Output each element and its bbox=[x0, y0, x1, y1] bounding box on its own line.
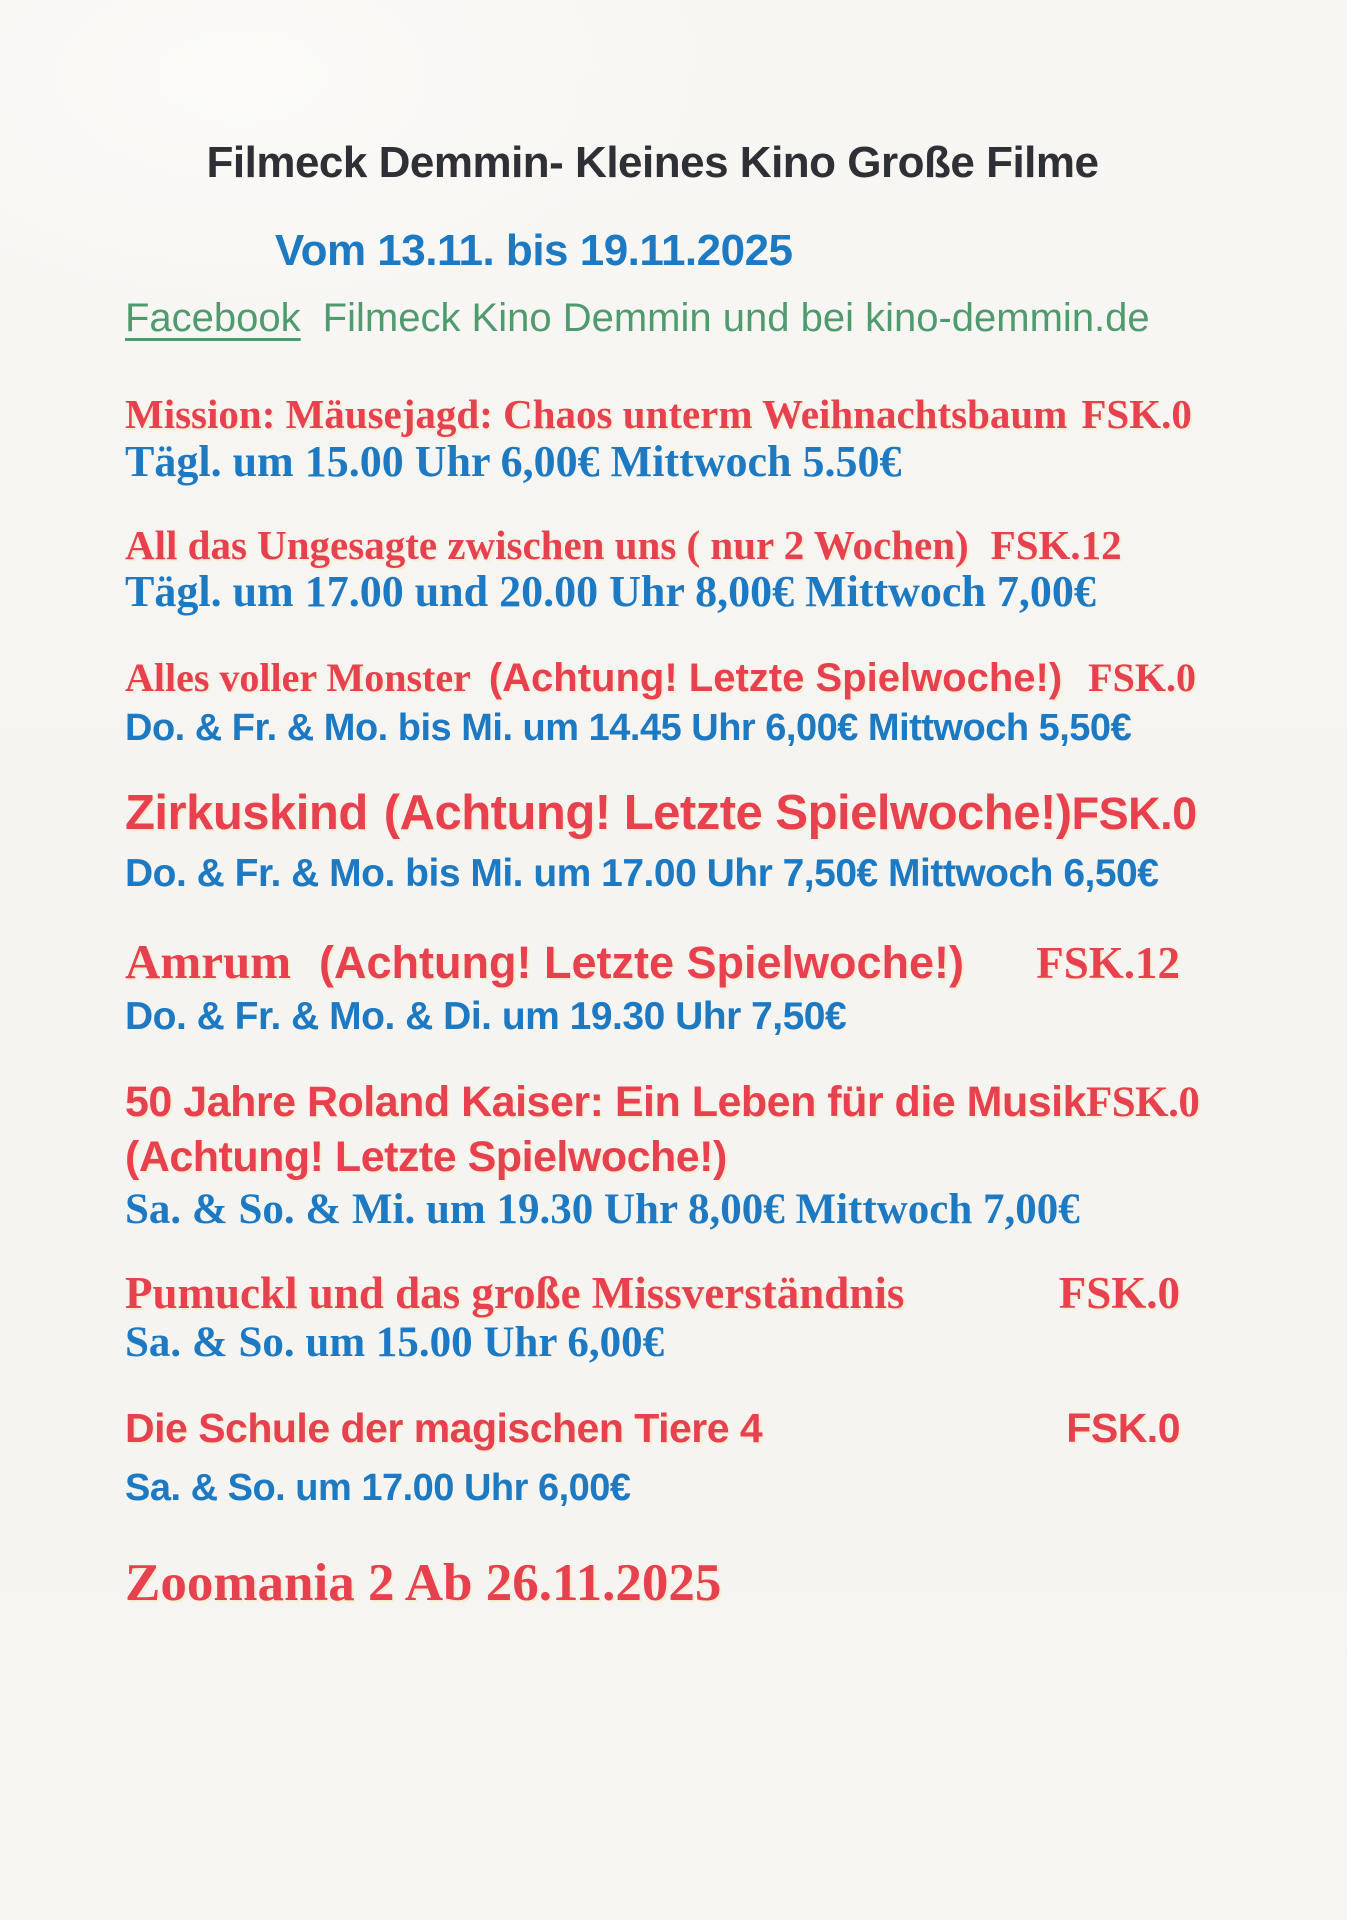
movie-times: Do. & Fr. & Mo. bis Mi. um 14.45 Uhr 6,00€ Mittwoch 5,50€ bbox=[125, 707, 1132, 749]
movie-row-title bbox=[125, 1270, 1180, 1317]
movie-fsk: FSK.0 bbox=[1071, 788, 1197, 839]
coming-soon-title: Zoomania 2 Ab 26.11.2025 bbox=[125, 1554, 722, 1612]
date-range: Vom 13.11. bis 19.11.2025 bbox=[275, 226, 793, 275]
movie-title: Die Schule der magischen Tiere 4 bbox=[125, 1405, 763, 1451]
movie-fsk: FSK.0 bbox=[1081, 391, 1192, 437]
movie-fsk: FSK.0 bbox=[1088, 655, 1196, 700]
page-title: Filmeck Demmin- Kleines Kino Große Filme bbox=[206, 138, 1099, 187]
facebook-text: Filmeck Kino Demmin und bei kino-demmin.de bbox=[322, 296, 1150, 340]
movie-note: (Achtung! Letzte Spielwoche!) bbox=[383, 786, 1072, 840]
facebook-line bbox=[125, 298, 1180, 340]
movie-fsk: FSK.0 bbox=[1086, 1079, 1200, 1126]
movie-times: Do. & Fr. & Mo. bis Mi. um 17.00 Uhr 7,50€ Mittwoch 6,50€ bbox=[125, 852, 1159, 895]
movie-note: (Achtung! Letzte Spielwoche!) bbox=[488, 656, 1063, 700]
movie-fsk: FSK.0 bbox=[1058, 1268, 1180, 1318]
facebook-link: Facebook bbox=[125, 296, 301, 340]
movie-row-title bbox=[125, 391, 1192, 437]
movie-fsk: FSK.12 bbox=[990, 522, 1122, 568]
movie-times: Sa. & So. um 15.00 Uhr 6,00€ bbox=[125, 1319, 665, 1366]
movie-times: Sa. & So. & Mi. um 19.30 Uhr 8,00€ Mittwoch 7,00€ bbox=[125, 1186, 1080, 1233]
movie-fsk: FSK.0 bbox=[1066, 1405, 1180, 1451]
movie-row-title bbox=[125, 934, 1180, 989]
movie-note: (Achtung! Letzte Spielwoche!) bbox=[125, 1133, 727, 1181]
movie-row-title bbox=[125, 1078, 1200, 1126]
movie-row-title bbox=[125, 1407, 1180, 1450]
movie-times: Do. & Fr. & Mo. & Di. um 19.30 Uhr 7,50€ bbox=[125, 995, 847, 1038]
movie-title-group bbox=[125, 788, 1072, 839]
movie-times: Sa. & So. um 17.00 Uhr 6,00€ bbox=[125, 1467, 631, 1509]
movie-title: Pumuckl und das große Missverständnis bbox=[125, 1268, 905, 1318]
movie-title: All das Ungesagte zwischen uns ( nur 2 Wochen) bbox=[125, 522, 969, 568]
movie-times: Tägl. um 17.00 und 20.00 Uhr 8,00€ Mittwoch 7,00€ bbox=[125, 567, 1096, 616]
movie-note: (Achtung! Letzte Spielwoche!) bbox=[319, 937, 965, 988]
movie-row-title bbox=[125, 655, 1196, 700]
flyer-content bbox=[125, 0, 1200, 1920]
movie-row-title bbox=[125, 524, 1180, 567]
movie-title: Zirkuskind bbox=[125, 786, 368, 840]
movie-row-title bbox=[125, 786, 1197, 840]
movie-title: Amrum bbox=[125, 934, 292, 989]
movie-title: Mission: Mäusejagd: Chaos unterm Weihnachtsbaum bbox=[125, 391, 1068, 437]
movie-times: Tägl. um 15.00 Uhr 6,00€ Mittwoch 5.50€ bbox=[125, 437, 902, 486]
movie-fsk: FSK.12 bbox=[1036, 938, 1180, 988]
movie-title: Alles voller Monster bbox=[125, 655, 471, 700]
movie-title-group bbox=[125, 934, 965, 989]
movie-title: 50 Jahre Roland Kaiser: Ein Leben für die Musik bbox=[125, 1078, 1086, 1126]
